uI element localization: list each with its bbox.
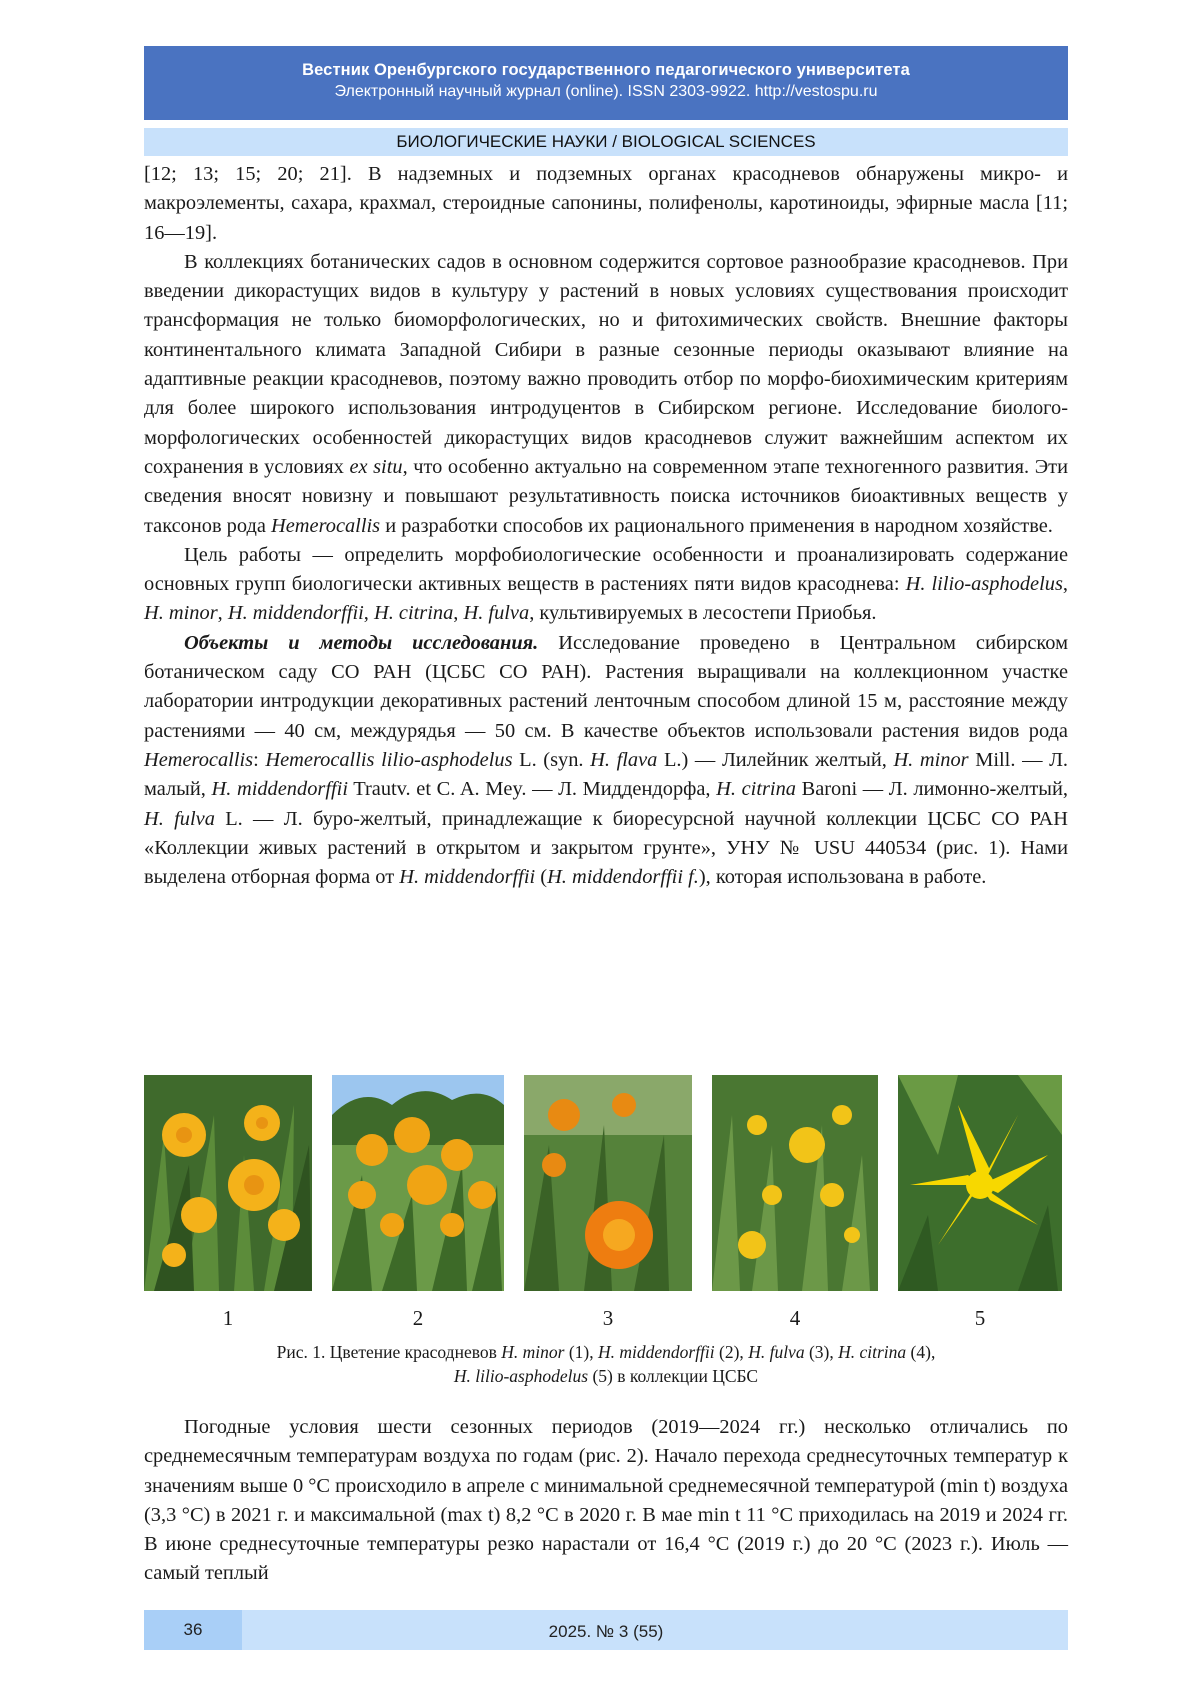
photo-h-fulva (524, 1075, 692, 1291)
paragraph-2: В коллекциях ботанических садов в основном содержится сортовое разнообразие красодневов. При введении дикорастущих видов в культуру у растений в новых условиях существования происходит трансформация не только биоморфологических, но и фитохимических свойств. Внешние факторы континентального климата Западной Сибири в разные сезонные периоды оказывают влияние на адаптивные реакции красодневов, поэтому важно проводить отбор по морфо-биохимическим критериям для более широкого использования интродуцентов в Сибирском регионе. Исследование биолого-морфологических особенностей дикорастущих видов красодневов служит важнейшим аспектом их сохранения в условиях ex situ, что особенно актуально на современном этапе техногенного развития. Эти сведения вносят новизну и повышают результативность поиска источников биоактивных веществ у таксонов рода Hemerocallis и разработки способов их рационального применения в народном хозяйстве. (144, 250, 1068, 537)
page-footer (144, 1610, 1068, 1650)
journal-subtitle: Электронный научный журнал (online). ISSN 2303-9922. http://vestospu.ru (334, 83, 878, 100)
journal-header (144, 46, 1068, 120)
page-number: 36 (144, 1610, 242, 1650)
photo-h-citrina (712, 1075, 878, 1291)
figure-number-4: 4 (789, 1306, 801, 1330)
figure-1-photos (0, 1075, 1200, 1291)
figure-number-3: 3 (602, 1306, 614, 1330)
figure-number-5: 5 (974, 1306, 986, 1330)
photo-h-middendorffii (332, 1075, 504, 1291)
paragraph-3: Цель работы — определить морфобиологические особенности и проанализировать содержание основных групп биологически активных веществ в растениях пяти видов красоднева: H. lilio-asphodelus, H. minor, H. middendorffii, H. citrina, H. fulva, культивируемых в лесостепи Приобья. (144, 543, 1069, 625)
body-text-upper (144, 160, 1068, 892)
figure-number-1: 1 (222, 1306, 234, 1330)
paragraph-5: Погодные условия шести сезонных периодов (2019—2024 гг.) несколько отличались по среднемесячным температурам воздуха по годам (рис. 2). Начало перехода среднесуточных температур к значениям выше 0 °С происходило в апреле с минимальной среднемесячной температурой (min t) воздуха (3,3 °С) в 2021 г. и максимальной (max t) 8,2 °С в 2020 г. В мае min t 11 °С приходилась на 2019 и 2024 гг. В июне среднесуточные температуры резко нарастали от 16,4 °С (2019 г.) до 20 °С (2023 г.). Июль — самый теплый (144, 1416, 1068, 1585)
paragraph-4: Объекты и методы исследования. Исследование проведено в Центральном сибирском ботаническом саду СО РАН (ЦСБС СО РАН). Растения выращивали на коллекционном участке лаборатории интродукции декоративных растений ленточным способом длиной 15 м, расстояние между растениями — 40 см, междурядья — 50 см. В качестве объектов использовали растения видов рода Hemerocallis: Hemerocallis lilio-asphodelus L. (syn. H. flava L.) — Лилейник желтый, H. minor Mill. — Л. малый, H. middendorffii Trautv. et C. A. Mey. — Л. Миддендорфа, H. citrina Baroni — Л. лимонно-желтый, H. fulva L. — Л. буро-желтый, принадлежащие к биоресурсной научной коллекции ЦСБС СО РАН «Коллекции живых растений в открытом и закрытом грунте», УНУ № USU 440534 (рис. 1). Нами выделена отборная форма от H. middendorffii (H. middendorffii f.), которая использована в работе. (144, 631, 1068, 889)
issue-number: 2025. № 3 (55) (548, 1622, 664, 1641)
paragraph-1: [12; 13; 15; 20; 21]. В надземных и подземных органах красодневов обнаружены микро- и макроэлементы, сахара, крахмал, стероидные сапонины, полифенолы, каротиноиды, эфирные масла [11; 16—19]. (144, 163, 1068, 244)
journal-title: Вестник Оренбургского государственного педагогического университета (302, 61, 910, 79)
section-heading-methods: Объекты и методы исследования. (184, 631, 539, 654)
photo-h-lilio-asphodelus (898, 1075, 1062, 1291)
body-text-lower (144, 1413, 1068, 1589)
section-title: БИОЛОГИЧЕСКИЕ НАУКИ / BIOLOGICAL SCIENCES (144, 128, 1068, 156)
figure-1-caption: Рис. 1. Цветение красодневов H. minor (1), H. middendorffii (2), H. fulva (3), H. citrina (4), H. lilio-asphodelus (5) в коллекции ЦСБС (276, 1342, 936, 1386)
figure-number-2: 2 (412, 1306, 424, 1330)
photo-h-minor (144, 1075, 312, 1291)
